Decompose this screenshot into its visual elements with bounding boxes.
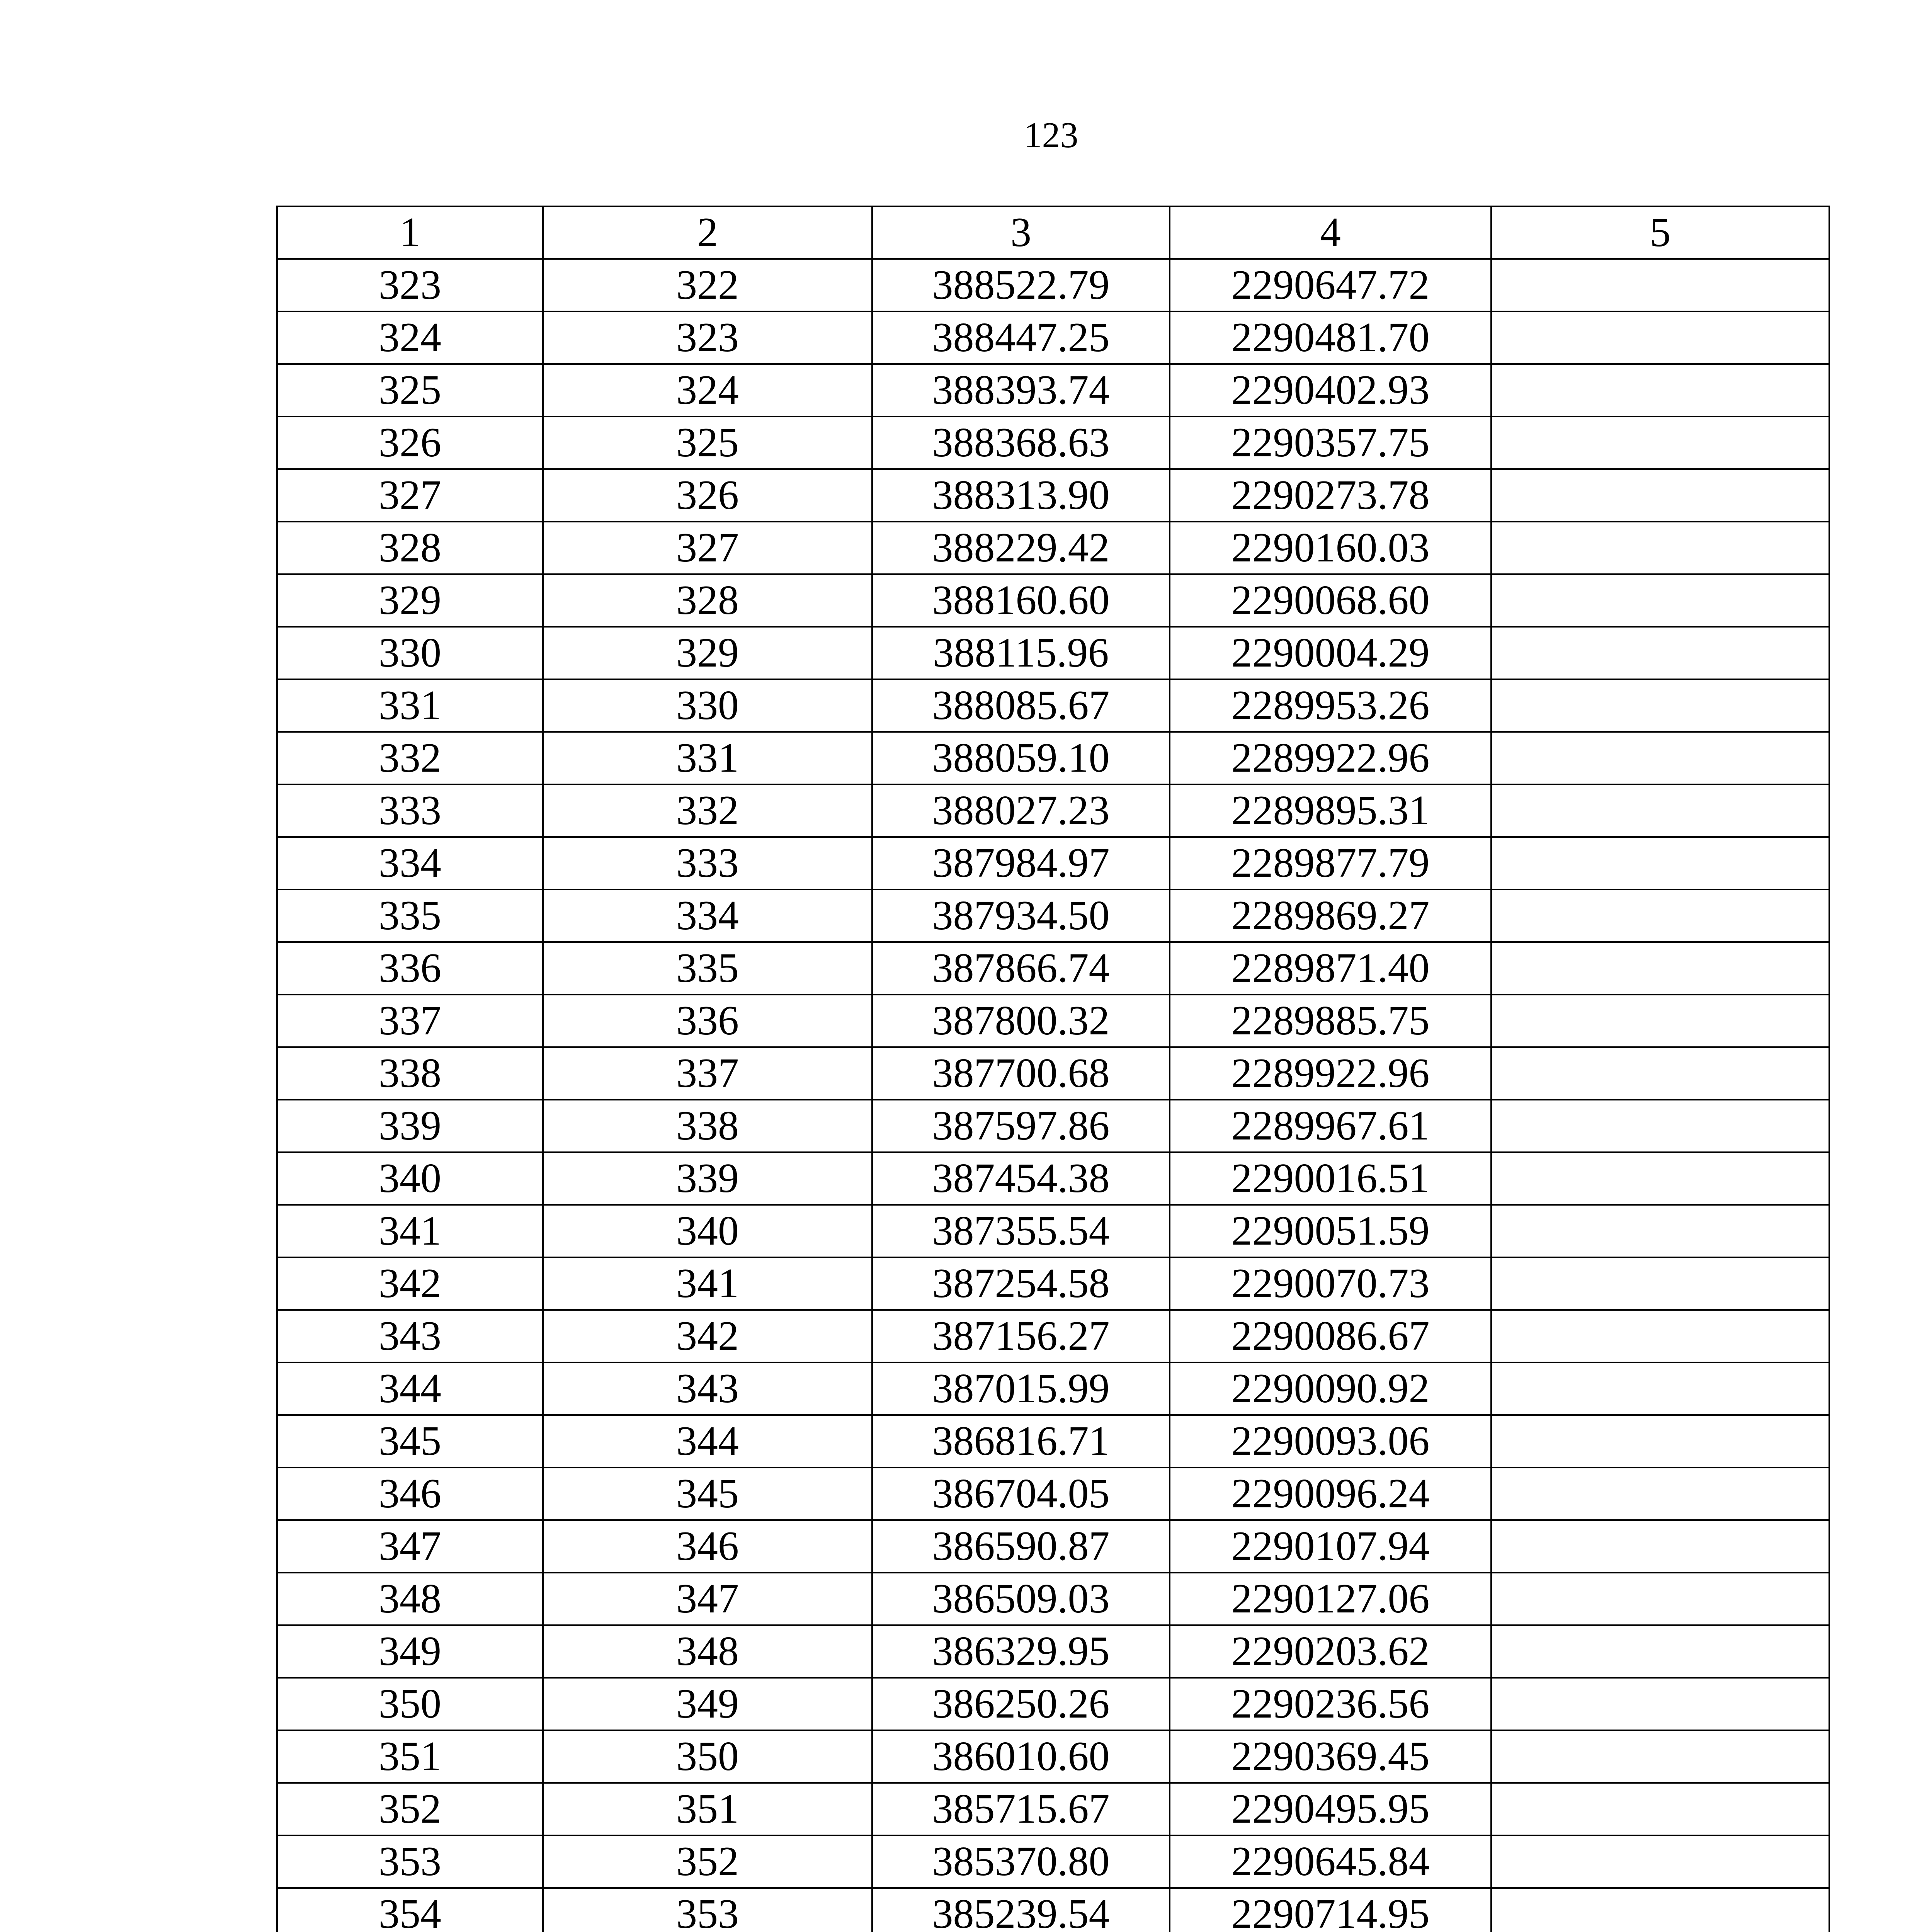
cell-coordinate-x: 387700.68: [872, 1047, 1170, 1100]
cell-coordinate-y: 2290127.06: [1170, 1573, 1491, 1625]
table-row: [277, 1835, 1829, 1888]
cell-point-number: 349: [277, 1625, 543, 1678]
cell-point-number: 342: [277, 1257, 543, 1310]
table-row: [277, 1678, 1829, 1730]
table-row: [277, 311, 1829, 364]
cell-previous-point: 342: [543, 1310, 872, 1362]
cell-coordinate-y: 2289953.26: [1170, 679, 1491, 732]
cell-previous-point: 336: [543, 995, 872, 1047]
cell-coordinate-y: 2289869.27: [1170, 889, 1491, 942]
cell-notes: [1491, 1783, 1829, 1835]
cell-point-number: 347: [277, 1520, 543, 1573]
table-row: [277, 1362, 1829, 1415]
cell-coordinate-y: 2289922.96: [1170, 732, 1491, 784]
cell-coordinate-y: 2290203.62: [1170, 1625, 1491, 1678]
header-cell-3: 3: [872, 206, 1170, 259]
cell-coordinate-x: 385239.54: [872, 1888, 1170, 1932]
table-row: [277, 1783, 1829, 1835]
cell-notes: [1491, 1362, 1829, 1415]
cell-point-number: 354: [277, 1888, 543, 1932]
cell-previous-point: 341: [543, 1257, 872, 1310]
cell-previous-point: 330: [543, 679, 872, 732]
cell-notes: [1491, 522, 1829, 574]
cell-notes: [1491, 837, 1829, 889]
cell-coordinate-y: 2290086.67: [1170, 1310, 1491, 1362]
cell-previous-point: 343: [543, 1362, 872, 1415]
table-row: [277, 574, 1829, 627]
header-cell-4: 4: [1170, 206, 1491, 259]
cell-coordinate-y: 2289967.61: [1170, 1100, 1491, 1152]
cell-coordinate-x: 387800.32: [872, 995, 1170, 1047]
cell-point-number: 332: [277, 732, 543, 784]
cell-previous-point: 334: [543, 889, 872, 942]
cell-notes: [1491, 679, 1829, 732]
cell-coordinate-x: 388027.23: [872, 784, 1170, 837]
cell-coordinate-x: 385715.67: [872, 1783, 1170, 1835]
page-number: 123: [1024, 115, 1078, 155]
cell-point-number: 334: [277, 837, 543, 889]
cell-coordinate-y: 2289871.40: [1170, 942, 1491, 995]
cell-notes: [1491, 259, 1829, 311]
cell-point-number: 341: [277, 1205, 543, 1257]
cell-previous-point: 324: [543, 364, 872, 417]
cell-coordinate-x: 387015.99: [872, 1362, 1170, 1415]
cell-coordinate-y: 2290495.95: [1170, 1783, 1491, 1835]
cell-point-number: 343: [277, 1310, 543, 1362]
cell-coordinate-x: 386509.03: [872, 1573, 1170, 1625]
cell-previous-point: 350: [543, 1730, 872, 1783]
cell-point-number: 336: [277, 942, 543, 995]
cell-point-number: 344: [277, 1362, 543, 1415]
cell-point-number: 325: [277, 364, 543, 417]
cell-notes: [1491, 1573, 1829, 1625]
table-row: [277, 469, 1829, 522]
cell-notes: [1491, 995, 1829, 1047]
cell-coordinate-x: 387934.50: [872, 889, 1170, 942]
cell-point-number: 335: [277, 889, 543, 942]
cell-point-number: 333: [277, 784, 543, 837]
cell-coordinate-x: 386816.71: [872, 1415, 1170, 1468]
cell-coordinate-y: 2290160.03: [1170, 522, 1491, 574]
cell-previous-point: 340: [543, 1205, 872, 1257]
cell-previous-point: 323: [543, 311, 872, 364]
cell-notes: [1491, 627, 1829, 679]
cell-coordinate-x: 386010.60: [872, 1730, 1170, 1783]
cell-previous-point: 325: [543, 417, 872, 469]
cell-coordinate-x: 388229.42: [872, 522, 1170, 574]
cell-coordinate-y: 2290369.45: [1170, 1730, 1491, 1783]
cell-previous-point: 339: [543, 1152, 872, 1205]
cell-coordinate-x: 388393.74: [872, 364, 1170, 417]
cell-previous-point: 351: [543, 1783, 872, 1835]
cell-point-number: 338: [277, 1047, 543, 1100]
cell-notes: [1491, 1730, 1829, 1783]
table-row: [277, 522, 1829, 574]
cell-point-number: 331: [277, 679, 543, 732]
header-cell-5: 5: [1491, 206, 1829, 259]
cell-notes: [1491, 732, 1829, 784]
cell-notes: [1491, 1625, 1829, 1678]
cell-coordinate-x: 386329.95: [872, 1625, 1170, 1678]
table-row: [277, 259, 1829, 311]
cell-previous-point: 328: [543, 574, 872, 627]
cell-notes: [1491, 889, 1829, 942]
cell-notes: [1491, 1310, 1829, 1362]
cell-previous-point: 329: [543, 627, 872, 679]
table-row: [277, 417, 1829, 469]
cell-coordinate-y: 2290645.84: [1170, 1835, 1491, 1888]
table-row: [277, 1520, 1829, 1573]
cell-coordinate-y: 2290647.72: [1170, 259, 1491, 311]
cell-coordinate-y: 2289877.79: [1170, 837, 1491, 889]
cell-notes: [1491, 1205, 1829, 1257]
cell-notes: [1491, 1520, 1829, 1573]
cell-point-number: 323: [277, 259, 543, 311]
cell-previous-point: 332: [543, 784, 872, 837]
cell-notes: [1491, 311, 1829, 364]
table-row: [277, 1573, 1829, 1625]
cell-previous-point: 344: [543, 1415, 872, 1468]
table-row: [277, 1205, 1829, 1257]
cell-previous-point: 322: [543, 259, 872, 311]
cell-notes: [1491, 942, 1829, 995]
cell-coordinate-x: 387156.27: [872, 1310, 1170, 1362]
cell-coordinate-y: 2289922.96: [1170, 1047, 1491, 1100]
cell-coordinate-y: 2290714.95: [1170, 1888, 1491, 1932]
cell-notes: [1491, 1835, 1829, 1888]
cell-coordinate-y: 2289885.75: [1170, 995, 1491, 1047]
cell-previous-point: 347: [543, 1573, 872, 1625]
cell-point-number: 350: [277, 1678, 543, 1730]
table-row: [277, 1047, 1829, 1100]
cell-coordinate-x: 387597.86: [872, 1100, 1170, 1152]
table-row: [277, 732, 1829, 784]
cell-point-number: 352: [277, 1783, 543, 1835]
cell-previous-point: 335: [543, 942, 872, 995]
table-row: [277, 1888, 1829, 1932]
cell-coordinate-y: 2290068.60: [1170, 574, 1491, 627]
cell-coordinate-x: 388085.67: [872, 679, 1170, 732]
cell-previous-point: 327: [543, 522, 872, 574]
cell-point-number: 327: [277, 469, 543, 522]
cell-coordinate-y: 2290273.78: [1170, 469, 1491, 522]
cell-coordinate-y: 2290236.56: [1170, 1678, 1491, 1730]
cell-previous-point: 352: [543, 1835, 872, 1888]
cell-previous-point: 333: [543, 837, 872, 889]
table-row: [277, 679, 1829, 732]
cell-coordinate-y: 2290004.29: [1170, 627, 1491, 679]
cell-coordinate-x: 386250.26: [872, 1678, 1170, 1730]
table-row: [277, 889, 1829, 942]
cell-notes: [1491, 1100, 1829, 1152]
cell-previous-point: 331: [543, 732, 872, 784]
cell-previous-point: 349: [543, 1678, 872, 1730]
cell-notes: [1491, 1152, 1829, 1205]
cell-coordinate-y: 2290107.94: [1170, 1520, 1491, 1573]
table-header-row: [277, 206, 1829, 259]
cell-coordinate-x: 387984.97: [872, 837, 1170, 889]
header-cell-2: 2: [543, 206, 872, 259]
cell-point-number: 326: [277, 417, 543, 469]
cell-coordinate-y: 2289895.31: [1170, 784, 1491, 837]
table-row: [277, 784, 1829, 837]
cell-coordinate-x: 386704.05: [872, 1468, 1170, 1520]
coordinates-table: [276, 206, 1830, 1932]
cell-previous-point: 346: [543, 1520, 872, 1573]
cell-previous-point: 345: [543, 1468, 872, 1520]
cell-previous-point: 338: [543, 1100, 872, 1152]
cell-notes: [1491, 1415, 1829, 1468]
cell-previous-point: 353: [543, 1888, 872, 1932]
cell-notes: [1491, 1888, 1829, 1932]
cell-point-number: 328: [277, 522, 543, 574]
cell-coordinate-x: 388160.60: [872, 574, 1170, 627]
cell-coordinate-x: 387254.58: [872, 1257, 1170, 1310]
cell-coordinate-x: 387454.38: [872, 1152, 1170, 1205]
cell-notes: [1491, 469, 1829, 522]
cell-point-number: 351: [277, 1730, 543, 1783]
table-row: [277, 1310, 1829, 1362]
cell-coordinate-x: 388059.10: [872, 732, 1170, 784]
cell-coordinate-y: 2290016.51: [1170, 1152, 1491, 1205]
table-row: [277, 1415, 1829, 1468]
cell-coordinate-y: 2290070.73: [1170, 1257, 1491, 1310]
cell-coordinate-x: 388313.90: [872, 469, 1170, 522]
cell-point-number: 340: [277, 1152, 543, 1205]
cell-notes: [1491, 1468, 1829, 1520]
table-row: [277, 627, 1829, 679]
cell-notes: [1491, 1047, 1829, 1100]
table-row: [277, 1257, 1829, 1310]
cell-coordinate-y: 2290090.92: [1170, 1362, 1491, 1415]
header-cell-1: 1: [277, 206, 543, 259]
table-row: [277, 1625, 1829, 1678]
cell-coordinate-x: 388115.96: [872, 627, 1170, 679]
cell-coordinate-x: 388447.25: [872, 311, 1170, 364]
cell-point-number: 339: [277, 1100, 543, 1152]
cell-coordinate-x: 387866.74: [872, 942, 1170, 995]
cell-notes: [1491, 364, 1829, 417]
cell-coordinate-y: 2290051.59: [1170, 1205, 1491, 1257]
cell-point-number: 324: [277, 311, 543, 364]
table-row: [277, 1730, 1829, 1783]
cell-point-number: 346: [277, 1468, 543, 1520]
cell-coordinate-y: 2290357.75: [1170, 417, 1491, 469]
cell-coordinate-y: 2290481.70: [1170, 311, 1491, 364]
cell-coordinate-x: 387355.54: [872, 1205, 1170, 1257]
table-row: [277, 1152, 1829, 1205]
cell-notes: [1491, 574, 1829, 627]
cell-notes: [1491, 1257, 1829, 1310]
cell-notes: [1491, 784, 1829, 837]
table-row: [277, 364, 1829, 417]
cell-coordinate-x: 388368.63: [872, 417, 1170, 469]
cell-notes: [1491, 1678, 1829, 1730]
cell-previous-point: 326: [543, 469, 872, 522]
cell-coordinate-y: 2290096.24: [1170, 1468, 1491, 1520]
cell-coordinate-y: 2290093.06: [1170, 1415, 1491, 1468]
cell-point-number: 353: [277, 1835, 543, 1888]
cell-coordinate-x: 385370.80: [872, 1835, 1170, 1888]
cell-point-number: 337: [277, 995, 543, 1047]
cell-point-number: 329: [277, 574, 543, 627]
cell-point-number: 330: [277, 627, 543, 679]
cell-point-number: 345: [277, 1415, 543, 1468]
table-row: [277, 942, 1829, 995]
cell-coordinate-x: 388522.79: [872, 259, 1170, 311]
table-row: [277, 837, 1829, 889]
cell-point-number: 348: [277, 1573, 543, 1625]
cell-coordinate-x: 386590.87: [872, 1520, 1170, 1573]
cell-previous-point: 348: [543, 1625, 872, 1678]
cell-notes: [1491, 417, 1829, 469]
cell-previous-point: 337: [543, 1047, 872, 1100]
table-row: [277, 1100, 1829, 1152]
cell-coordinate-y: 2290402.93: [1170, 364, 1491, 417]
table-row: [277, 995, 1829, 1047]
table-body: [277, 206, 1829, 1932]
table-row: [277, 1468, 1829, 1520]
